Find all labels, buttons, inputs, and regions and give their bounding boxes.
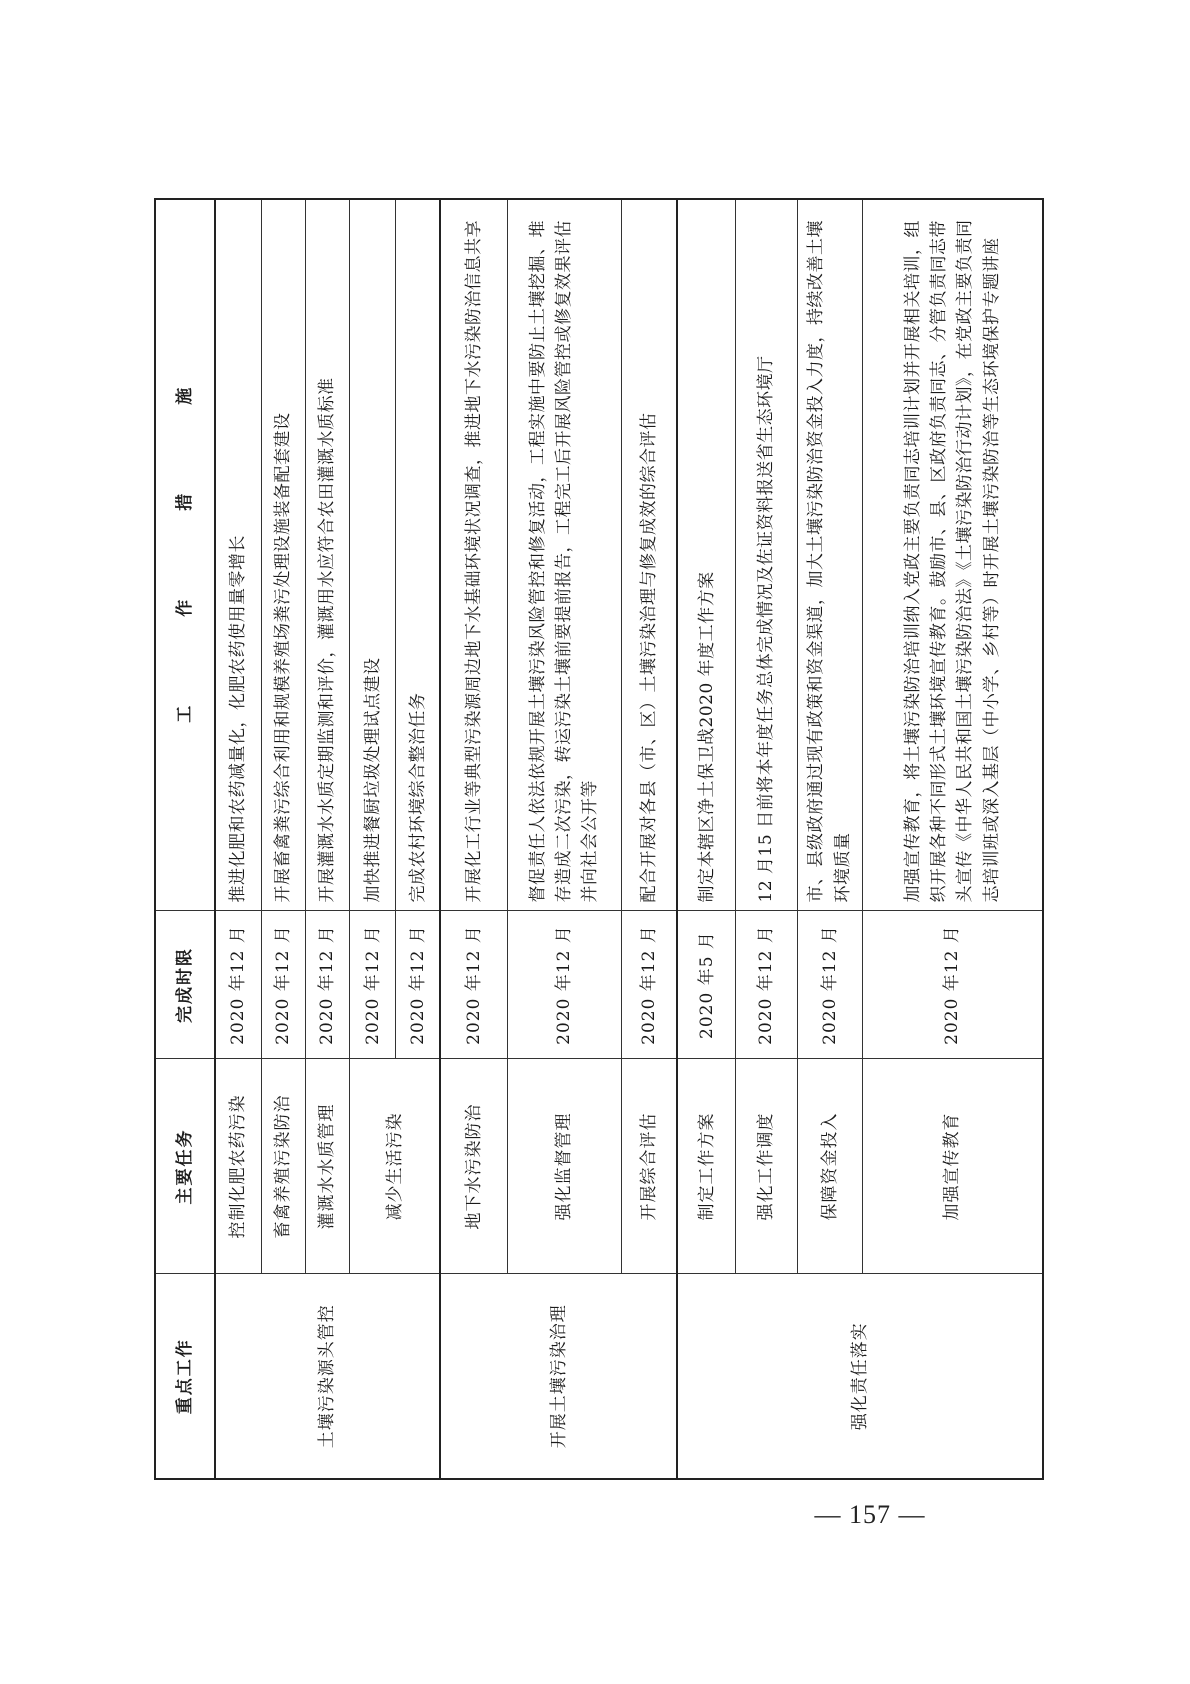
task-cell: 减少生活污染 bbox=[350, 1059, 440, 1274]
task-cell: 强化监督管理 bbox=[507, 1059, 621, 1274]
task-cell: 保障资金投入 bbox=[797, 1059, 862, 1274]
table-header-row bbox=[155, 199, 215, 1479]
measure-cell: 督促责任人依法依规开展土壤污染风险管控和修复活动，工程实施中要防止土壤挖掘、堆存造成二次污染，转运污染土壤前要提前报告，工程完工后开展风险管控或修复效果评估并向社会公开等 bbox=[507, 199, 621, 911]
deadline-cell: 2020 年12 月 bbox=[797, 911, 862, 1059]
deadline-cell: 2020 年12 月 bbox=[396, 911, 441, 1059]
measure-cell: 开展化工行业等典型污染源周边地下水基础环境状况调查，推进地下水污染防治信息共享 bbox=[440, 199, 507, 911]
rotated-table-container bbox=[154, 200, 1044, 1480]
measure-cell: 开展畜禽粪污综合利用和规模养殖场粪污处理设施装备配套建设 bbox=[262, 199, 306, 911]
table-row bbox=[440, 199, 507, 1479]
key-work-cell: 开展土壤污染治理 bbox=[440, 1274, 677, 1479]
deadline-cell: 2020 年12 月 bbox=[736, 911, 798, 1059]
measure-cell: 市、县级政府通过现有政策和资金渠道，加大土壤污染防治资金投入力度，持续改善土壤环境质量 bbox=[797, 199, 862, 911]
work-plan-table bbox=[154, 198, 1044, 1480]
task-cell: 强化工作调度 bbox=[736, 1059, 798, 1274]
table-row bbox=[215, 199, 262, 1479]
task-cell: 灌溉水水质管理 bbox=[305, 1059, 350, 1274]
header-main-task: 主要任务 bbox=[155, 1059, 215, 1274]
deadline-cell: 2020 年12 月 bbox=[350, 911, 396, 1059]
deadline-cell: 2020 年12 月 bbox=[621, 911, 677, 1059]
measure-cell: 制定本辖区净土保卫战2020 年度工作方案 bbox=[677, 199, 735, 911]
deadline-cell: 2020 年12 月 bbox=[507, 911, 621, 1059]
page-number: — 157 — bbox=[814, 1500, 926, 1529]
measure-cell: 推进化肥和农药减量化，化肥农药使用量零增长 bbox=[215, 199, 262, 911]
task-cell: 制定工作方案 bbox=[677, 1059, 735, 1274]
deadline-cell: 2020 年12 月 bbox=[262, 911, 306, 1059]
measure-cell: 配合开展对各县（市、区）土壤污染治理与修复成效的综合评估 bbox=[621, 199, 677, 911]
measure-cell: 完成农村环境综合整治任务 bbox=[396, 199, 441, 911]
header-key-work: 重点工作 bbox=[155, 1274, 215, 1479]
measure-cell: 加快推进餐厨垃圾处理试点建设 bbox=[350, 199, 396, 911]
header-deadline: 完成时限 bbox=[155, 911, 215, 1059]
measure-cell: 12 月15 日前将本年度任务总体完成情况及佐证资料报送省生态环境厅 bbox=[736, 199, 798, 911]
key-work-cell: 强化责任落实 bbox=[677, 1274, 1043, 1479]
deadline-cell: 2020 年12 月 bbox=[440, 911, 507, 1059]
task-cell: 开展综合评估 bbox=[621, 1059, 677, 1274]
task-cell: 加强宣传教育 bbox=[862, 1059, 1043, 1274]
deadline-cell: 2020 年12 月 bbox=[215, 911, 262, 1059]
measure-cell: 加强宣传教育，将土壤污染防治培训纳入党政主要负责同志培训计划并开展相关培训，组织开展各种不同形式土壤环境宣传教育。鼓励市、县、区政府负责同志、分管负责同志带头宣传《中华人民共和国土壤污染防治法》《土壤污染防治行动计划》，在党政主要负责同志培训班或深入基层（中小学、乡村等）时开展土壤污染防治等生态环境保护专题讲座 bbox=[862, 199, 1043, 911]
task-cell: 地下水污染防治 bbox=[440, 1059, 507, 1274]
deadline-cell: 2020 年12 月 bbox=[305, 911, 350, 1059]
task-cell: 控制化肥农药污染 bbox=[215, 1059, 262, 1274]
measure-cell: 开展灌溉水水质定期监测和评价，灌溉用水应符合农田灌溉水质标准 bbox=[305, 199, 350, 911]
header-measures: 工 作 措 施 bbox=[155, 199, 215, 911]
deadline-cell: 2020 年5 月 bbox=[677, 911, 735, 1059]
table-row bbox=[677, 199, 735, 1479]
key-work-cell: 土壤污染源头管控 bbox=[215, 1274, 440, 1479]
deadline-cell: 2020 年12 月 bbox=[862, 911, 1043, 1059]
task-cell: 畜禽养殖污染防治 bbox=[262, 1059, 306, 1274]
